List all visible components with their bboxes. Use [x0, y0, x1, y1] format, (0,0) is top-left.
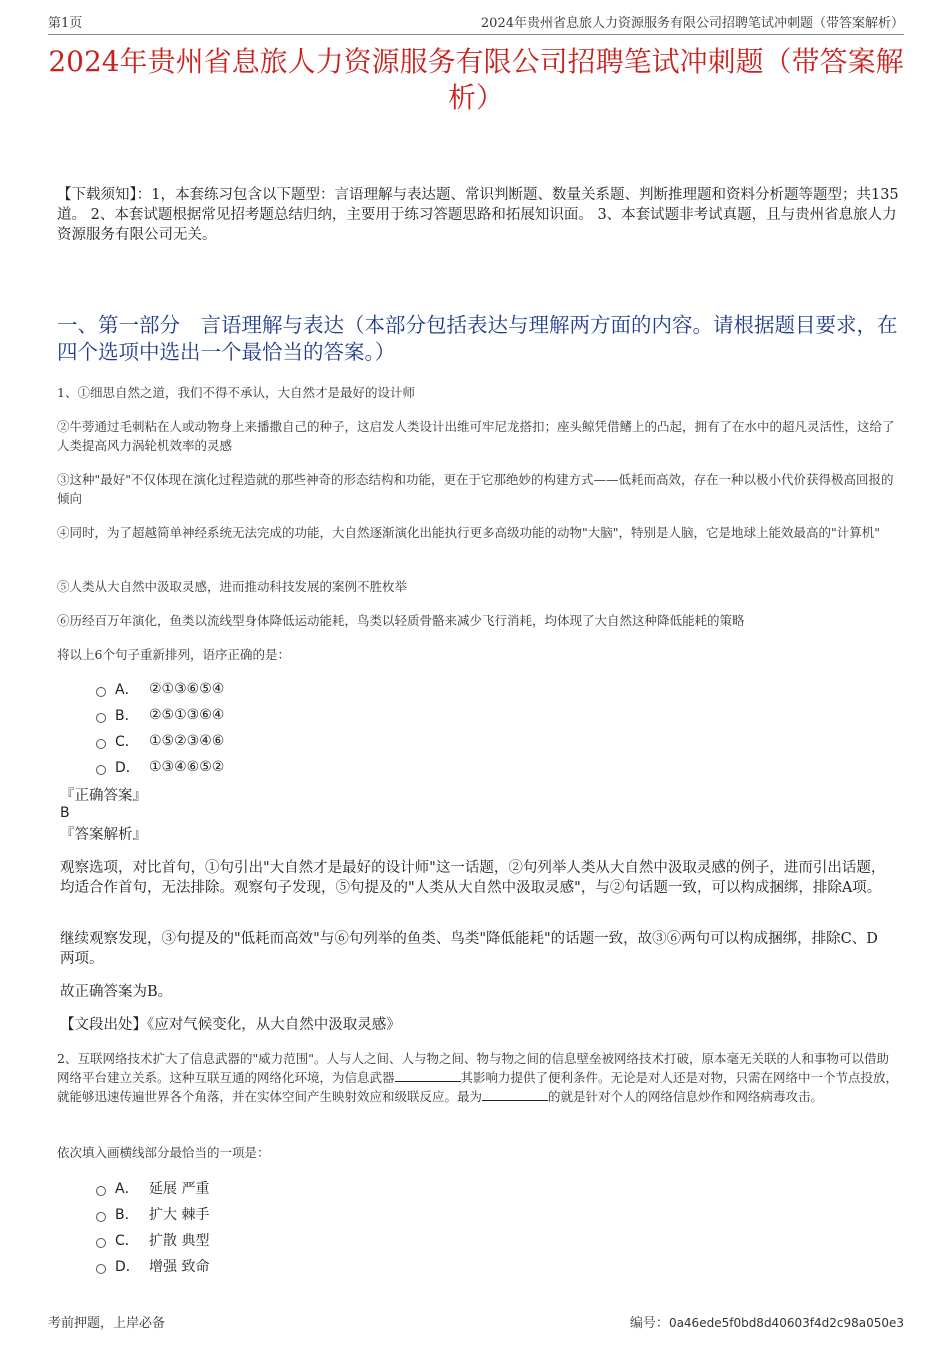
download-notice: 【下载须知】：1，本套练习包含以下题型：言语理解与表达题、常识判断题、数量关系题、判断推理题和资料分析题等题型；共135道。 2、本套试题根据常见招考题总结归纳，主要用于练习答题思路和拓展知识面。 3、本套试题非考试真题，且与贵州省息旅人力资源服务有限公司无关。 — [57, 187, 899, 243]
answer-value: B — [60, 805, 70, 821]
q2-option-c[interactable] — [96, 1227, 209, 1253]
analysis-label: 『答案解析』 — [60, 827, 147, 843]
footer-slogan: 考前押题，上岸必备 — [48, 1316, 166, 1331]
q1-prompt: 将以上6个句子重新排列，语序正确的是： — [57, 647, 290, 662]
q1-option-d[interactable] — [96, 754, 224, 780]
option-text: 增强 致命 — [149, 1259, 210, 1275]
radio-icon[interactable] — [96, 1238, 106, 1248]
analysis-paragraph-2: 继续观察发现，③句提及的"低耗而高效"与⑥句列举的鱼类、鸟类"降低能耗"的话题一致，故③⑥两句可以构成捆绑，排除C、D两项。 — [60, 931, 878, 967]
analysis-paragraph-1: 观察选项，对比首句，①句引出"大自然才是最好的设计师"这一话题，②句列举人类从大自然中汲取灵感的例子，进而引出话题，均适合作首句，无法排除。观察句子发现，⑤句提及的"人类从大自然中汲取灵感"，与②句话题一致，可以构成捆绑，排除A项。 — [60, 860, 886, 896]
q1-option-b[interactable] — [96, 702, 224, 728]
option-text: 延展 严重 — [149, 1181, 210, 1197]
radio-icon[interactable] — [96, 765, 106, 775]
option-letter: C． — [115, 1233, 139, 1249]
analysis-paragraph-3: 故正确答案为B。 — [60, 984, 173, 1000]
page-footer — [48, 1312, 904, 1331]
q2-options — [96, 1175, 209, 1279]
q1-options — [96, 676, 224, 780]
option-letter: A． — [115, 682, 139, 698]
q2-text-part-2: 其影响力提供了便利条件。无论是对人还是对物，只需在网络中一个节点投放，就能够迅速传遍世界各个角落，并在实体空间产生映射效应和级联反应。最为 — [57, 1070, 899, 1104]
q1-sentence-3: ③这种"最好"不仅体现在演化过程造就的那些神奇的形态结构和功能，更在于它那绝妙的构建方式——低耗而高效，存在一种以极小代价获得极高回报的倾向 — [57, 472, 894, 506]
q1-sentence-6: ⑥历经百万年演化，鱼类以流线型身体降低运动能耗，鸟类以轻质骨骼来减少飞行消耗，均体现了大自然这种降低能耗的策略 — [57, 613, 745, 628]
q2-option-a[interactable] — [96, 1175, 209, 1201]
q2-text — [57, 1049, 900, 1106]
radio-icon[interactable] — [96, 739, 106, 749]
q1-option-a[interactable] — [96, 676, 224, 702]
page-header — [48, 12, 904, 35]
q2-prompt: 依次填入画横线部分最恰当的一项是： — [57, 1145, 270, 1160]
document-code — [630, 1312, 904, 1331]
option-text: ②⑤①③⑥④ — [149, 707, 225, 723]
radio-icon[interactable] — [96, 713, 106, 723]
option-text: ①⑤②③④⑥ — [149, 733, 225, 749]
q1-sentence-4: ④同时，为了超越简单神经系统无法完成的功能，大自然逐渐演化出能执行更多高级功能的动物"大脑"，特别是人脑，它是地球上能效最高的"计算机" — [57, 525, 881, 540]
radio-icon[interactable] — [96, 687, 106, 697]
page-number: 第1页 — [48, 16, 83, 31]
radio-icon[interactable] — [96, 1186, 106, 1196]
section-title: 一、第一部分 言语理解与表达（本部分包括表达与理解两方面的内容。请根据题目要求，在四个选项中选出一个最恰当的答案。） — [57, 313, 898, 364]
blank-line — [482, 1088, 548, 1101]
option-letter: D． — [115, 1259, 140, 1275]
q2-text-part-3: 的就是针对个人的网络信息炒作和网络病毒攻击。 — [548, 1089, 824, 1104]
option-letter: C． — [115, 734, 139, 750]
document-title: 2024年贵州省息旅人力资源服务有限公司招聘笔试冲刺题（带答案解析） — [48, 45, 904, 114]
option-text: 扩散 典型 — [149, 1233, 210, 1249]
code-value: 0a46ede5f0bd8d40603f4d2c98a050e3 — [668, 1316, 904, 1330]
q1-option-c[interactable] — [96, 728, 224, 754]
option-letter: D． — [115, 760, 140, 776]
q2-text-part-1: 2、互联网络技术扩大了信息武器的"威力范围"。人与人之间、人与物之间、物与物之间的信息壁垒被网络技术打破，原本毫无关联的人和事物可以借助网络平台建立关系。这种互联互通的网络化环境，为信息武器 — [57, 1051, 889, 1085]
option-text: 扩大 棘手 — [149, 1207, 210, 1223]
q1-sentence-1: 1、①细思自然之道，我们不得不承认，大自然才是最好的设计师 — [57, 385, 415, 400]
q1-sentence-2: ②牛蒡通过毛刺粘在人或动物身上来播撒自己的种子，这启发人类设计出维可牢尼龙搭扣；座头鲸凭借鳍上的凸起，拥有了在水中的超凡灵活性，这给了人类提高风力涡轮机效率的灵感 — [57, 419, 895, 453]
header-doc-title: 2024年贵州省息旅人力资源服务有限公司招聘笔试冲刺题（带答案解析） — [480, 16, 904, 31]
blank-line — [395, 1069, 461, 1082]
radio-icon[interactable] — [96, 1212, 106, 1222]
option-letter: B． — [115, 708, 139, 724]
option-letter: A． — [115, 1181, 139, 1197]
q1-sentence-5: ⑤人类从大自然中汲取灵感，进而推动科技发展的案例不胜枚举 — [57, 579, 408, 594]
option-text: ②①③⑥⑤④ — [149, 681, 225, 697]
answer-label: 『正确答案』 — [60, 788, 147, 804]
code-label: 编号： — [629, 1316, 669, 1331]
source-citation: 【文段出处】《应对气候变化，从大自然中汲取灵感》 — [60, 1017, 401, 1033]
q2-option-b[interactable] — [96, 1201, 209, 1227]
radio-icon[interactable] — [96, 1264, 106, 1274]
option-letter: B． — [115, 1207, 139, 1223]
option-text: ①③④⑥⑤② — [149, 759, 225, 775]
q2-option-d[interactable] — [96, 1253, 209, 1279]
